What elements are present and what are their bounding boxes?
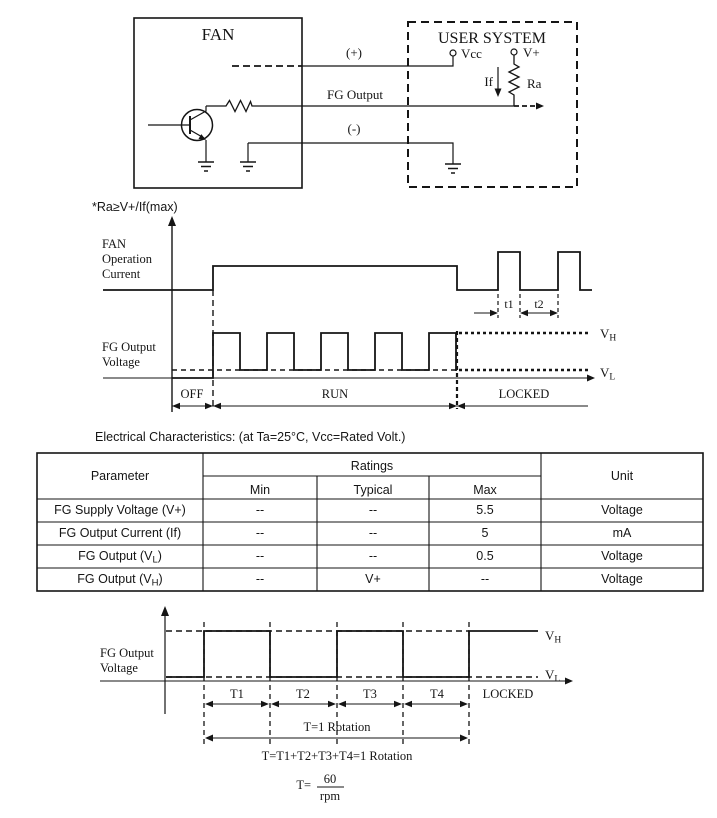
- svg-text:FG Output (VH): FG Output $(V_H)$: [77, 572, 163, 589]
- svg-text:5: 5: [481, 526, 489, 540]
- ground-icon: [445, 164, 461, 173]
- col-header-min: Min: [249, 483, 271, 497]
- rotation-label: T=1 Rotation: [303, 720, 371, 734]
- fg-voltage-waveform: [172, 333, 456, 378]
- ra-resistor-icon: [509, 55, 519, 106]
- vplus-terminal: [511, 49, 517, 55]
- fg-arrowhead-icon: [536, 103, 544, 110]
- dim-arrowhead-icon: [213, 403, 221, 409]
- plus-label: (+): [346, 45, 362, 60]
- fg-axis-label: FG Output: [100, 646, 154, 660]
- dim-arrowhead-icon: [460, 735, 468, 742]
- dim-arrowhead-icon: [457, 403, 465, 409]
- ra-note: *Ra≥V+/If(max): [92, 200, 178, 214]
- table-row: [54, 503, 643, 517]
- svg-text:Voltage: Voltage: [601, 503, 643, 517]
- t2-period-label: T2: [296, 687, 310, 701]
- svg-text:Voltage: Voltage: [601, 549, 643, 563]
- fg-wire-and-resistor-icon: [206, 101, 514, 112]
- col-header-unit: Unit: [610, 469, 634, 483]
- axis-arrowhead-icon: [161, 606, 169, 616]
- ra-label: Ra: [527, 76, 542, 91]
- t2-label: t2: [534, 297, 544, 311]
- current-axis-label: FAN: [102, 237, 127, 251]
- dim-arrowhead-icon: [449, 403, 457, 409]
- col-header-parameter: Parameter: [90, 469, 150, 483]
- vl-level-label: VL: [600, 365, 616, 383]
- dim-arrowhead-icon: [271, 701, 279, 707]
- t1-label: t1: [504, 297, 514, 311]
- fg-axis-label: Voltage: [102, 355, 140, 369]
- current-axis-label: Operation: [102, 252, 152, 266]
- axis-arrowhead-icon: [565, 678, 573, 685]
- col-header-max: Max: [473, 483, 497, 497]
- vcc-terminal: [450, 50, 456, 56]
- fraction-prefix: T=: [296, 778, 311, 792]
- rotation-sum-formula: T=T1+T2+T3+T4=1 Rotation: [261, 749, 413, 763]
- dim-arrowhead-icon: [550, 310, 558, 316]
- svg-text:mA: mA: [612, 526, 632, 540]
- rpm-formula: [296, 772, 344, 803]
- svg-text:FG Output Current (If): FG Output Current (If): [58, 526, 182, 540]
- dim-arrowhead-icon: [490, 310, 498, 316]
- col-header-typical: Typical: [353, 483, 393, 497]
- transistor-icon: [148, 106, 213, 162]
- dim-arrowhead-icon: [328, 701, 336, 707]
- electrical-characteristics: [37, 430, 703, 591]
- if-arrowhead-icon: [495, 89, 502, 98]
- t3-period-label: T3: [363, 687, 377, 701]
- minus-wire: [248, 143, 453, 164]
- off-state-label: OFF: [180, 387, 204, 401]
- dim-arrowhead-icon: [404, 701, 412, 707]
- vh-level-label: VH: [600, 326, 617, 344]
- locked-state-label: LOCKED: [482, 687, 534, 701]
- dim-arrowhead-icon: [460, 701, 468, 707]
- vcc-label: Vcc: [461, 46, 482, 61]
- svg-text:--: --: [368, 526, 378, 540]
- fraction-numerator: 60: [323, 772, 337, 786]
- circuit-diagram: [92, 18, 577, 214]
- svg-text:--: --: [255, 526, 265, 540]
- svg-text:Voltage: Voltage: [601, 572, 643, 586]
- if-label: If: [484, 74, 493, 89]
- run-state-label: RUN: [321, 387, 349, 401]
- svg-text:0.5: 0.5: [476, 549, 494, 563]
- ground-icon: [198, 162, 214, 171]
- fg-voltage-waveform: [166, 631, 538, 677]
- dim-arrowhead-icon: [261, 701, 269, 707]
- table-row: [59, 526, 632, 540]
- svg-text:--: --: [368, 503, 378, 517]
- timing-diagram-rotation: [100, 606, 573, 803]
- plus-wire: [302, 56, 453, 66]
- fg-axis-label: Voltage: [100, 661, 138, 675]
- dim-arrowhead-icon: [205, 403, 213, 409]
- fan-label: FAN: [201, 25, 235, 44]
- dim-arrowhead-icon: [520, 310, 528, 316]
- svg-text:--: --: [255, 549, 265, 563]
- svg-text:FG Output (VL): FG Output $(V_L)$: [78, 549, 162, 566]
- svg-text:5.5: 5.5: [476, 503, 494, 517]
- dim-arrowhead-icon: [205, 735, 213, 742]
- svg-text:--: --: [368, 549, 378, 563]
- table-heading: Electrical Characteristics: (at Ta=25°C, Vcc=Rated Volt.): [95, 430, 406, 444]
- user-system-label: USER SYSTEM: [437, 30, 547, 47]
- fan-current-waveform: [103, 252, 592, 290]
- dim-arrowhead-icon: [205, 701, 213, 707]
- col-header-ratings: Ratings: [350, 459, 394, 473]
- axis-arrowhead-icon: [587, 375, 595, 382]
- ground-icon: [240, 162, 256, 171]
- fraction-denominator: rpm: [319, 789, 341, 803]
- dim-arrowhead-icon: [338, 701, 346, 707]
- svg-text:FG Supply Voltage (V+): FG Supply Voltage (V+): [54, 503, 186, 517]
- fg-output-label: FG Output: [327, 87, 383, 102]
- table-row: [78, 549, 643, 566]
- vh-level-label: VH: [545, 628, 562, 646]
- svg-text:--: --: [480, 572, 490, 586]
- t4-period-label: T4: [430, 687, 444, 701]
- vplus-label: V+: [523, 45, 540, 60]
- dim-arrowhead-icon: [394, 701, 402, 707]
- t1-period-label: T1: [230, 687, 244, 701]
- axis-arrowhead-icon: [168, 216, 176, 226]
- svg-text:V+: V+: [365, 572, 381, 586]
- current-axis-label: Current: [102, 267, 141, 281]
- fg-axis-label: FG Output: [102, 340, 156, 354]
- locked-state-label: LOCKED: [498, 387, 550, 401]
- svg-text:--: --: [255, 572, 265, 586]
- minus-label: (-): [347, 121, 361, 136]
- table-row: [77, 572, 643, 589]
- svg-text:--: --: [255, 503, 265, 517]
- dim-arrowhead-icon: [172, 403, 180, 409]
- vl-level-label: VL: [545, 667, 561, 685]
- timing-diagram-startup: [102, 216, 616, 412]
